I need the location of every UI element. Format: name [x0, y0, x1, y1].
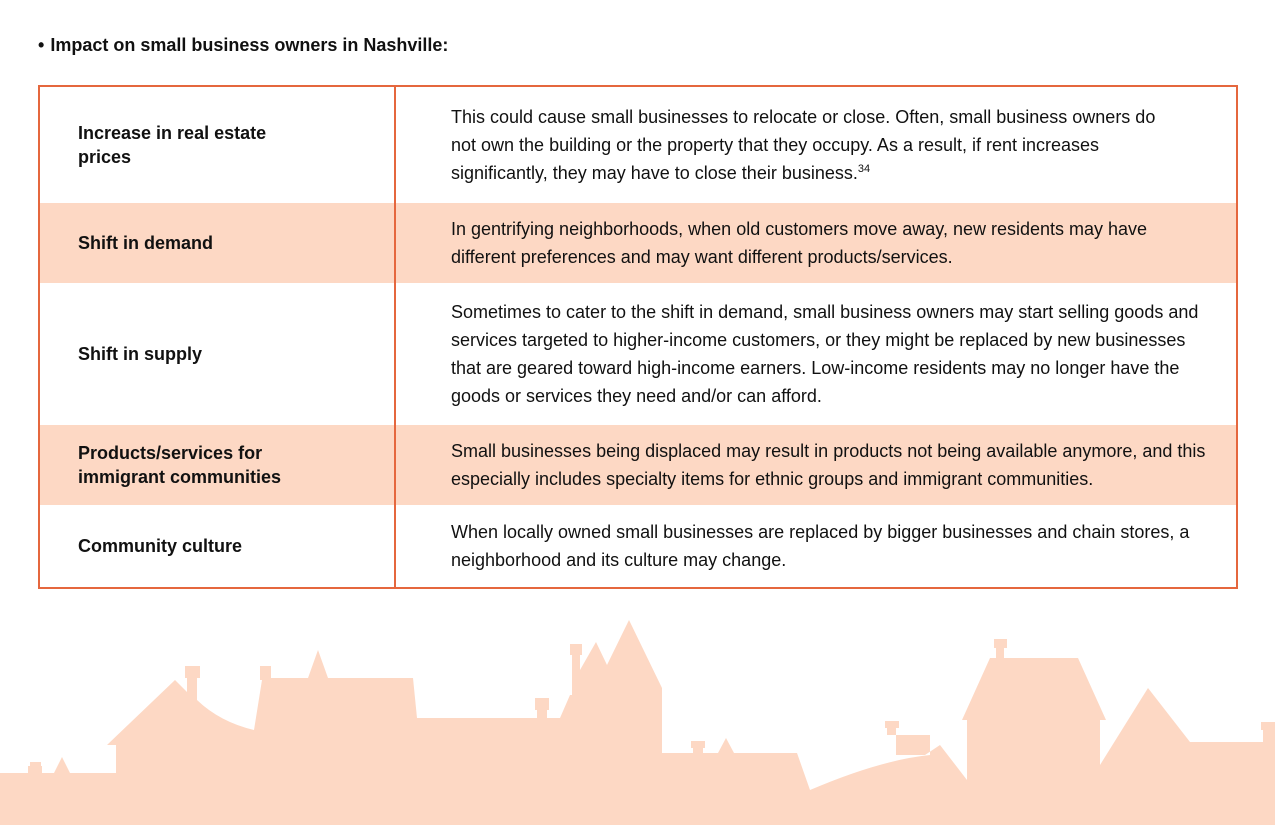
- impact-table: [38, 85, 1238, 589]
- row-text-cell: [395, 505, 1236, 587]
- city-skyline-illustration: [0, 600, 1275, 825]
- bullet: •: [38, 35, 45, 55]
- table-row: [40, 283, 1236, 425]
- row-label: Shift in demand: [78, 233, 213, 253]
- row-text: Sometimes to cater to the shift in demand, small business owners may start selling goods and services targeted to higher-income customers, or they might be replaced by new businesses that are geared toward high-income earners. Low-income residents may no longer have the goods or services they need and/or can afford.: [451, 302, 1199, 406]
- table-row: [40, 203, 1236, 283]
- row-text: Small businesses being displaced may result in products not being available anymore, and this especially includes specialty items for ethnic groups and immigrant communities.: [451, 441, 1206, 489]
- row-text-cell: [395, 425, 1236, 505]
- skyline-shapes: [0, 620, 1275, 825]
- table-row: [40, 425, 1236, 505]
- table-row: [40, 87, 1236, 203]
- row-label-cell: [40, 425, 395, 505]
- row-label: Shift in supply: [78, 344, 202, 364]
- row-label-cell: [40, 283, 395, 425]
- row-text-cell: [395, 203, 1236, 283]
- row-label-cell: [40, 505, 395, 587]
- row-label: Community culture: [78, 536, 243, 556]
- row-text: When locally owned small businesses are replaced by bigger businesses and chain stores, a neighborhood and its culture may change.: [451, 522, 1190, 570]
- table-row: [40, 505, 1236, 587]
- row-text: This could cause small businesses to relocate or close. Often, small business owners do not own the building or the property that they occupy. As a result, if rent increases significantly, they may have to close their business.: [451, 107, 1156, 183]
- row-label: Increase in real estate prices: [78, 123, 267, 167]
- heading-text: Impact on small business owners in Nashville:: [50, 35, 449, 55]
- row-label-cell: [40, 203, 395, 283]
- row-text-cell: [395, 87, 1236, 203]
- section-heading: [38, 35, 448, 56]
- row-text-cell: [395, 283, 1236, 425]
- row-text: In gentrifying neighborhoods, when old customers move away, new residents may have different preferences and may want different products/services.: [451, 219, 1148, 267]
- footnote-ref[interactable]: 34: [857, 163, 871, 175]
- row-label: Products/services for immigrant communities: [78, 443, 282, 487]
- column-divider: [394, 87, 396, 587]
- row-label-cell: [40, 87, 395, 203]
